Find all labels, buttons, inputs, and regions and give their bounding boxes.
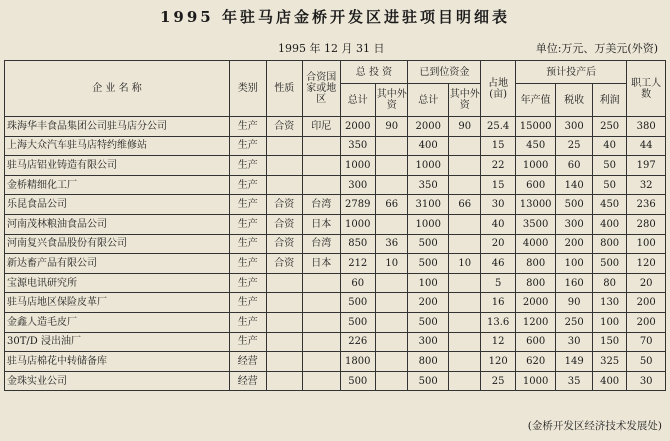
category-cell: 生产 (230, 136, 266, 156)
employees-cell: 236 (627, 195, 666, 215)
employees-cell: 197 (627, 156, 666, 176)
header-foreign: 其中外资 (375, 84, 407, 117)
nature-cell (266, 332, 302, 352)
profit-cell: 450 (592, 195, 626, 215)
total-investment-cell: 2000 (340, 117, 375, 137)
employees-cell: 70 (627, 332, 666, 352)
category-cell: 生产 (230, 117, 266, 137)
land-area-cell: 120 (481, 352, 515, 372)
total-investment-cell: 500 (340, 293, 375, 313)
nature-cell (266, 312, 302, 332)
category-cell: 生产 (230, 254, 266, 274)
country-cell: 台湾 (303, 234, 341, 254)
header-country: 合资国家或地区 (303, 61, 341, 117)
employees-cell: 44 (627, 136, 666, 156)
company-name-cell: 驻马店棉花中转储备库 (5, 352, 230, 372)
tax-cell: 160 (556, 273, 592, 293)
category-cell: 生产 (230, 175, 266, 195)
land-area-cell: 5 (481, 273, 515, 293)
country-cell (303, 332, 341, 352)
funds-total-cell: 800 (408, 352, 449, 372)
header-nature: 性质 (266, 61, 302, 117)
table-row (5, 195, 666, 215)
source-note: (金桥开发区经济技术发展处) (527, 420, 662, 432)
annual-output-cell: 800 (515, 273, 556, 293)
nature-cell (266, 273, 302, 293)
investment-foreign-cell (375, 312, 407, 332)
table-header (5, 61, 666, 117)
investment-foreign-cell: 90 (375, 117, 407, 137)
profit-cell: 325 (592, 352, 626, 372)
header-foreign: 其中外资 (448, 84, 480, 117)
company-name-cell: 金珠实业公司 (5, 371, 230, 391)
funds-total-cell: 500 (408, 371, 449, 391)
page-title: 1995 年驻马店金桥开发区进驻项目明细表 (160, 8, 510, 26)
category-cell: 生产 (230, 273, 266, 293)
profit-cell: 400 (592, 214, 626, 234)
table-body (5, 117, 666, 391)
total-investment-cell: 212 (340, 254, 375, 274)
category-cell: 生产 (230, 214, 266, 234)
header-category: 类别 (230, 61, 266, 117)
tax-cell: 250 (556, 312, 592, 332)
annual-output-cell: 600 (515, 332, 556, 352)
total-investment-cell: 300 (340, 175, 375, 195)
company-name-cell: 驻马店铝业铸造有限公司 (5, 156, 230, 176)
annual-output-cell: 4000 (515, 234, 556, 254)
land-area-cell: 30 (481, 195, 515, 215)
category-cell: 经营 (230, 352, 266, 372)
profit-cell: 150 (592, 332, 626, 352)
country-cell: 台湾 (303, 195, 341, 215)
company-name-cell: 乐昆食品公司 (5, 195, 230, 215)
funds-total-cell: 2000 (408, 117, 449, 137)
funds-foreign-cell (448, 234, 480, 254)
country-cell (303, 293, 341, 313)
table-row (5, 156, 666, 176)
country-cell: 印尼 (303, 117, 341, 137)
header-name: 企 业 名 称 (5, 61, 230, 117)
company-name-cell: 河南茂林粮油食品公司 (5, 214, 230, 234)
investment-foreign-cell (375, 352, 407, 372)
tax-cell: 35 (556, 371, 592, 391)
table-row (5, 371, 666, 391)
country-cell: 日本 (303, 254, 341, 274)
total-investment-cell: 850 (340, 234, 375, 254)
funds-total-cell: 500 (408, 312, 449, 332)
annual-output-cell: 450 (515, 136, 556, 156)
land-area-cell: 25.4 (481, 117, 515, 137)
total-investment-cell: 1800 (340, 352, 375, 372)
investment-foreign-cell: 36 (375, 234, 407, 254)
project-table (4, 60, 666, 391)
funds-total-cell: 500 (408, 254, 449, 274)
employees-cell: 200 (627, 312, 666, 332)
land-area-cell: 20 (481, 234, 515, 254)
profit-cell: 50 (592, 156, 626, 176)
funds-foreign-cell (448, 293, 480, 313)
country-cell (303, 371, 341, 391)
total-investment-cell: 60 (340, 273, 375, 293)
country-cell (303, 312, 341, 332)
profit-cell: 80 (592, 273, 626, 293)
investment-foreign-cell (375, 156, 407, 176)
funds-foreign-cell (448, 371, 480, 391)
annual-output-cell: 620 (515, 352, 556, 372)
employees-cell: 32 (627, 175, 666, 195)
investment-foreign-cell (375, 136, 407, 156)
land-area-cell: 12 (481, 332, 515, 352)
tax-cell: 149 (556, 352, 592, 372)
company-name-cell: 河南复兴食品股份有限公司 (5, 234, 230, 254)
category-cell: 生产 (230, 332, 266, 352)
land-area-cell: 40 (481, 214, 515, 234)
category-cell: 生产 (230, 195, 266, 215)
category-cell: 生产 (230, 234, 266, 254)
funds-total-cell: 300 (408, 332, 449, 352)
profit-cell: 100 (592, 312, 626, 332)
funds-total-cell: 400 (408, 136, 449, 156)
funds-total-cell: 100 (408, 273, 449, 293)
employees-cell: 280 (627, 214, 666, 234)
tax-cell: 140 (556, 175, 592, 195)
table-row (5, 293, 666, 313)
tax-cell: 90 (556, 293, 592, 313)
header-employees: 职工人数 (627, 61, 666, 117)
country-cell (303, 156, 341, 176)
total-investment-cell: 2789 (340, 195, 375, 215)
funds-total-cell: 1000 (408, 156, 449, 176)
total-investment-cell: 350 (340, 136, 375, 156)
profit-cell: 400 (592, 371, 626, 391)
funds-total-cell: 1000 (408, 214, 449, 234)
table-row (5, 234, 666, 254)
land-area-cell: 22 (481, 156, 515, 176)
profit-cell: 800 (592, 234, 626, 254)
table-date: 1995 年 12 月 31 日 (278, 42, 385, 55)
header-total-investment: 总 投 资 (340, 61, 408, 84)
unit-note: 单位:万元、万美元(外资) (535, 42, 658, 55)
header-funds-in-place: 已到位资金 (408, 61, 481, 84)
header-land-area: 占地(亩) (481, 61, 515, 117)
tax-cell: 200 (556, 234, 592, 254)
table-row (5, 214, 666, 234)
annual-output-cell: 1200 (515, 312, 556, 332)
tax-cell: 25 (556, 136, 592, 156)
funds-foreign-cell (448, 214, 480, 234)
funds-foreign-cell: 90 (448, 117, 480, 137)
nature-cell: 合资 (266, 234, 302, 254)
nature-cell (266, 175, 302, 195)
total-investment-cell: 226 (340, 332, 375, 352)
company-name-cell: 金桥精细化工厂 (5, 175, 230, 195)
company-name-cell: 30T/D 浸出油厂 (5, 332, 230, 352)
table-row (5, 312, 666, 332)
tax-cell: 100 (556, 254, 592, 274)
funds-foreign-cell (448, 312, 480, 332)
investment-foreign-cell (375, 332, 407, 352)
header-tax: 税收 (556, 84, 592, 117)
profit-cell: 250 (592, 117, 626, 137)
land-area-cell: 25 (481, 371, 515, 391)
employees-cell: 30 (627, 371, 666, 391)
funds-foreign-cell (448, 175, 480, 195)
category-cell: 经营 (230, 371, 266, 391)
profit-cell: 50 (592, 175, 626, 195)
investment-foreign-cell (375, 273, 407, 293)
category-cell: 生产 (230, 312, 266, 332)
tax-cell: 60 (556, 156, 592, 176)
employees-cell: 20 (627, 273, 666, 293)
employees-cell: 380 (627, 117, 666, 137)
profit-cell: 500 (592, 254, 626, 274)
country-cell (303, 175, 341, 195)
nature-cell (266, 371, 302, 391)
annual-output-cell: 1000 (515, 156, 556, 176)
total-investment-cell: 500 (340, 371, 375, 391)
company-name-cell: 上海大众汽车驻马店特约维修站 (5, 136, 230, 156)
employees-cell: 50 (627, 352, 666, 372)
land-area-cell: 15 (481, 175, 515, 195)
nature-cell (266, 352, 302, 372)
funds-total-cell: 200 (408, 293, 449, 313)
land-area-cell: 13.6 (481, 312, 515, 332)
country-cell (303, 352, 341, 372)
total-investment-cell: 1000 (340, 214, 375, 234)
nature-cell: 合资 (266, 117, 302, 137)
annual-output-cell: 3500 (515, 214, 556, 234)
table-row (5, 273, 666, 293)
annual-output-cell: 15000 (515, 117, 556, 137)
total-investment-cell: 500 (340, 312, 375, 332)
tax-cell: 300 (556, 214, 592, 234)
company-name-cell: 宝源电讯研究所 (5, 273, 230, 293)
tax-cell: 500 (556, 195, 592, 215)
header-total: 总计 (408, 84, 449, 117)
nature-cell: 合资 (266, 254, 302, 274)
annual-output-cell: 600 (515, 175, 556, 195)
funds-foreign-cell: 66 (448, 195, 480, 215)
funds-foreign-cell (448, 136, 480, 156)
annual-output-cell: 2000 (515, 293, 556, 313)
nature-cell (266, 293, 302, 313)
investment-foreign-cell (375, 214, 407, 234)
land-area-cell: 15 (481, 136, 515, 156)
category-cell: 生产 (230, 293, 266, 313)
tax-cell: 300 (556, 117, 592, 137)
funds-foreign-cell: 10 (448, 254, 480, 274)
nature-cell (266, 136, 302, 156)
funds-foreign-cell (448, 156, 480, 176)
total-investment-cell: 1000 (340, 156, 375, 176)
nature-cell (266, 156, 302, 176)
funds-foreign-cell (448, 332, 480, 352)
funds-foreign-cell (448, 273, 480, 293)
land-area-cell: 46 (481, 254, 515, 274)
company-name-cell: 驻马店地区保险皮革厂 (5, 293, 230, 313)
annual-output-cell: 13000 (515, 195, 556, 215)
investment-foreign-cell (375, 293, 407, 313)
country-cell (303, 273, 341, 293)
table-row (5, 175, 666, 195)
funds-foreign-cell (448, 352, 480, 372)
investment-foreign-cell (375, 371, 407, 391)
country-cell (303, 136, 341, 156)
employees-cell: 100 (627, 234, 666, 254)
table-row (5, 117, 666, 137)
country-cell: 日本 (303, 214, 341, 234)
employees-cell: 120 (627, 254, 666, 274)
profit-cell: 40 (592, 136, 626, 156)
nature-cell: 合资 (266, 195, 302, 215)
table-row (5, 136, 666, 156)
funds-total-cell: 500 (408, 234, 449, 254)
investment-foreign-cell: 66 (375, 195, 407, 215)
company-name-cell: 新达畜产品有限公司 (5, 254, 230, 274)
funds-total-cell: 350 (408, 175, 449, 195)
table-row (5, 254, 666, 274)
header-total: 总计 (340, 84, 375, 117)
header-profit: 利润 (592, 84, 626, 117)
annual-output-cell: 1000 (515, 371, 556, 391)
profit-cell: 130 (592, 293, 626, 313)
header-expected: 预计投产后 (515, 61, 626, 84)
investment-foreign-cell: 10 (375, 254, 407, 274)
investment-foreign-cell (375, 175, 407, 195)
nature-cell: 合资 (266, 214, 302, 234)
land-area-cell: 16 (481, 293, 515, 313)
table-row (5, 352, 666, 372)
category-cell: 生产 (230, 156, 266, 176)
tax-cell: 30 (556, 332, 592, 352)
company-name-cell: 珠海华丰食品集团公司驻马店分公司 (5, 117, 230, 137)
company-name-cell: 金鑫人造毛皮厂 (5, 312, 230, 332)
employees-cell: 200 (627, 293, 666, 313)
table-row (5, 332, 666, 352)
funds-total-cell: 3100 (408, 195, 449, 215)
header-output: 年产值 (515, 84, 556, 117)
annual-output-cell: 800 (515, 254, 556, 274)
